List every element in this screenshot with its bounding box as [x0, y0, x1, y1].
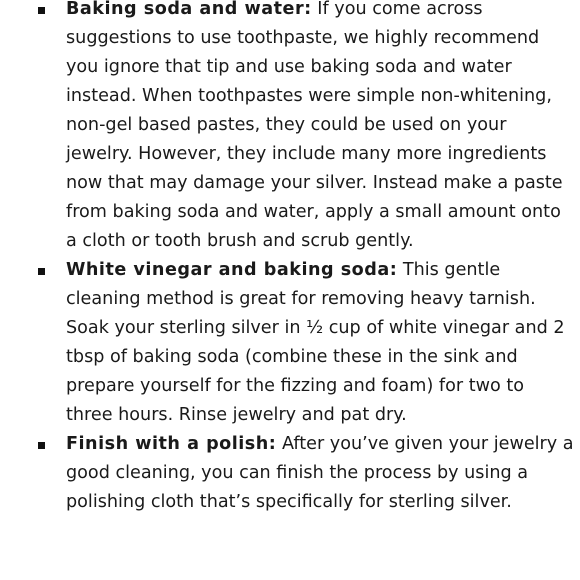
list-item-heading: Baking soda and water:	[66, 0, 312, 19]
list-item-text: If you come across suggestions to use toothpaste, we highly recommend you ignore that tip and use baking soda and water instead. When toothpastes were simple non-whitening, non-gel based pastes, they could be used on your jewelry. However, they include many more ingredients now that may damage your silver. Instead make a paste from baking soda and water, apply a small amount onto a cloth or tooth brush and scrub gently.	[66, 0, 563, 251]
list-item-white-vinegar-and-baking-soda	[0, 256, 580, 430]
list-item-heading: Finish with a polish:	[66, 434, 277, 454]
square-bullet-icon	[38, 268, 45, 275]
square-bullet-icon	[38, 442, 45, 449]
list-item-text: This gentle cleaning method is great for removing heavy tarnish. Soak your sterling silver in ½ cup of white vinegar and 2 tbsp of baking soda (combine these in the sink and prepare yourself for the fizzing and foam) for two to three hours. Rinse jewelry and pat dry.	[66, 260, 565, 425]
list-item-baking-soda-and-water	[0, 0, 580, 256]
list-item-text: After you’ve given your jewelry a good cleaning, you can finish the process by using a polishing cloth that’s specifically for sterling silver.	[66, 434, 574, 512]
list-item-finish-with-a-polish	[0, 430, 580, 517]
list-item-heading: White vinegar and baking soda:	[66, 260, 398, 280]
square-bullet-icon	[38, 7, 45, 14]
